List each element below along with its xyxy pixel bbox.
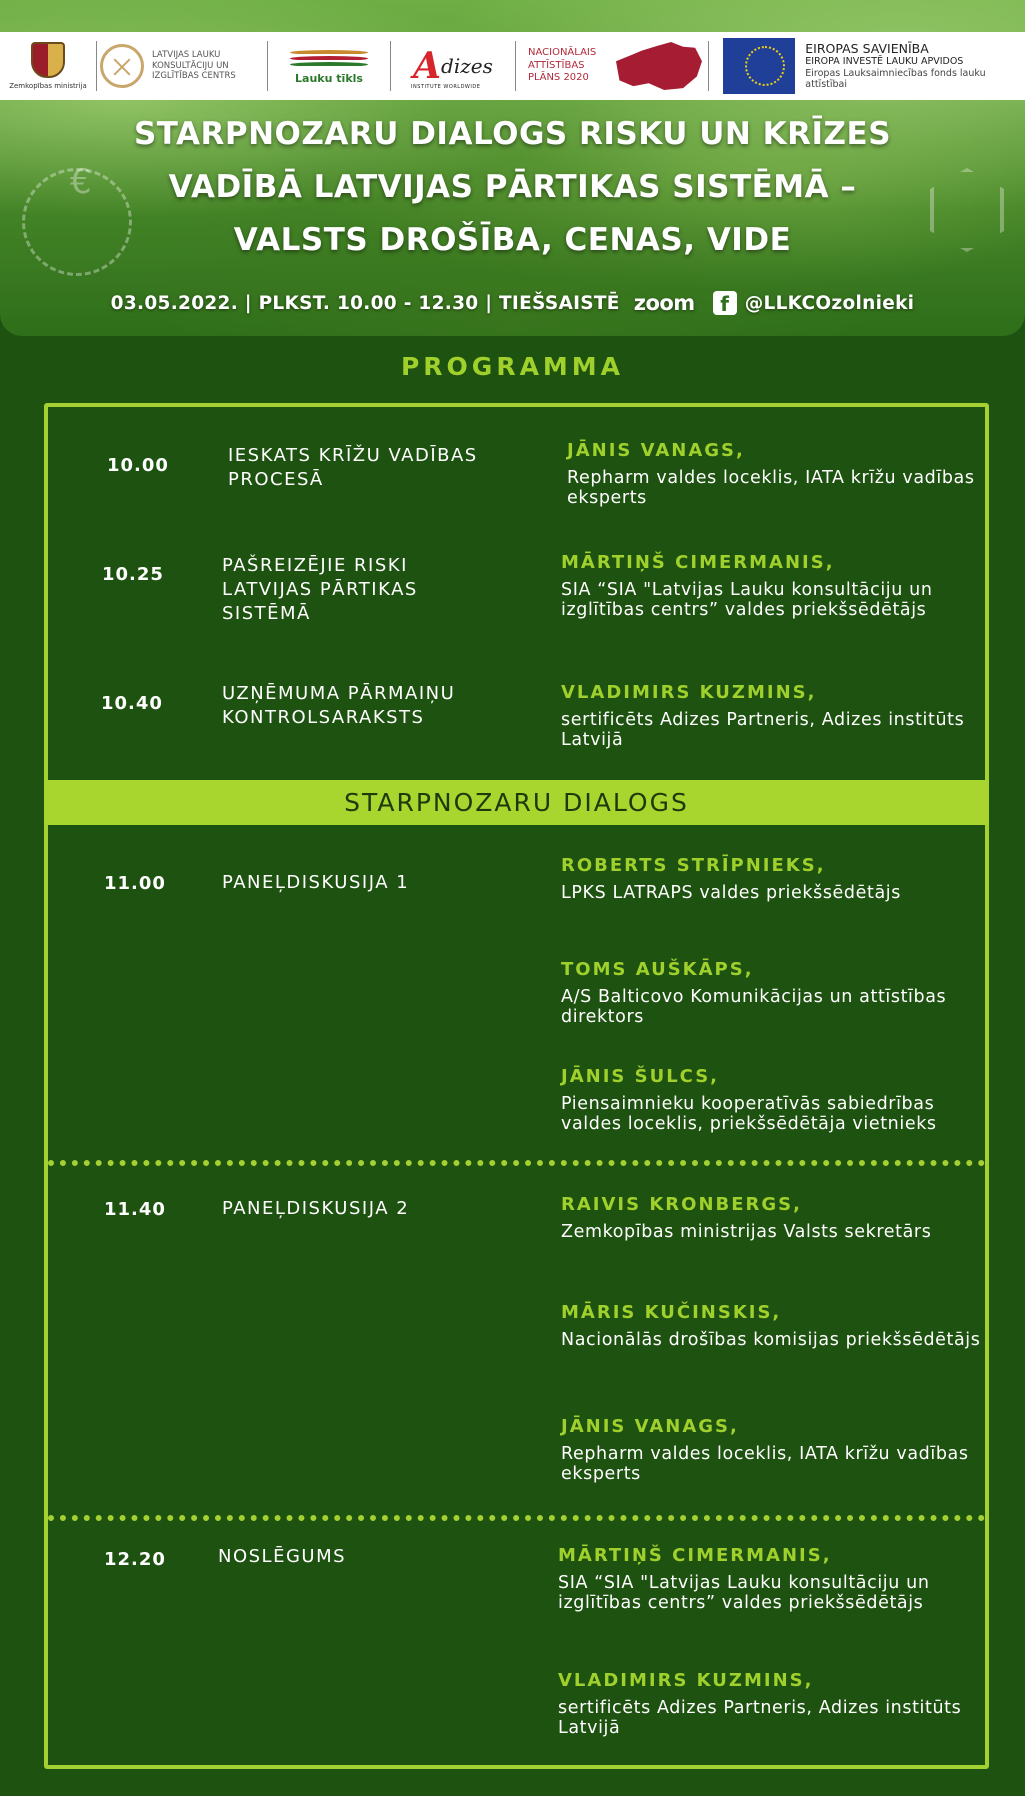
- eu-line-2: EIROPA INVESTĒ LAUKU APVIDOS: [805, 56, 964, 68]
- speaker-role: Nacionālās drošības komisijas priekšsēdētājs: [561, 1330, 981, 1350]
- session-time: 10.40: [101, 693, 163, 714]
- hero-banner: [0, 0, 1025, 336]
- speaker: [561, 959, 981, 1027]
- eu-line-3: Eiropas Lauksaimniecības fonds lauku attīstībai: [805, 67, 986, 91]
- llkc-emblem-icon: [100, 44, 144, 88]
- section-divider: [48, 1515, 985, 1521]
- speaker: [561, 552, 971, 620]
- speaker: [561, 1302, 981, 1351]
- speaker-role: Repharm valdes loceklis, IATA krīžu vadības eksperts: [561, 1444, 969, 1484]
- coat-of-arms-icon: [31, 42, 65, 78]
- ministry-logo: [0, 32, 96, 100]
- session-time: 10.00: [107, 455, 169, 476]
- zoom-logo: zoom: [633, 291, 695, 315]
- programme-heading: PROGRAMMA: [400, 352, 625, 381]
- facebook-handle: @LLKCOzolnieki: [744, 292, 915, 314]
- speaker-role: A/S Balticovo Komunikācijas un attīstības direktors: [561, 987, 947, 1027]
- page-title: [0, 108, 1025, 267]
- euro-icon: €: [70, 162, 92, 202]
- session-time: 12.20: [104, 1549, 166, 1570]
- speaker: [561, 1066, 985, 1134]
- speaker-name: VLADIMIRS KUZMINS,: [558, 1670, 814, 1691]
- speaker-name: MĀRTIŅŠ CIMERMANIS,: [561, 552, 835, 573]
- adizes-logo: [391, 32, 515, 100]
- event-details: [0, 288, 1025, 318]
- facebook-icon: f: [713, 291, 737, 315]
- speaker: [558, 1670, 968, 1738]
- speaker-role: Piensaimnieku kooperatīvās sabiedrības valdes loceklis, priekšsēdētāja vietnieks: [561, 1094, 937, 1134]
- speaker-role: SIA “SIA "Latvijas Lauku konsultāciju un izglītības centrs” valdes priekšsēdētājs: [558, 1573, 930, 1613]
- speaker-name: JĀNIS VANAGS,: [567, 440, 745, 461]
- speaker: [558, 1545, 968, 1613]
- speaker-name: ROBERTS STRĪPNIEKS,: [561, 855, 826, 876]
- eu-flag-icon: [723, 38, 795, 94]
- eu-logo: [709, 32, 999, 100]
- llkc-logo: [97, 32, 267, 100]
- speaker-name: MĀRTIŅŠ CIMERMANIS,: [558, 1545, 832, 1566]
- speaker-name: JĀNIS ŠULCS,: [561, 1066, 720, 1087]
- llkc-logo-text: LATVIJAS LAUKU KONSULTĀCIJU UN IZGLĪTĪBAS CENTRS: [152, 50, 236, 82]
- adizes-wordmark: dizes: [441, 54, 493, 78]
- lauku-waves-icon: [290, 48, 368, 70]
- session-topic: PANEĻDISKUSIJA 1: [222, 872, 410, 893]
- speaker: [561, 682, 971, 750]
- nap-logo-text: NACIONĀLAIS ATTĪSTĪBAS PLĀNS 2020: [528, 47, 597, 84]
- speaker-role: LPKS LATRAPS valdes priekšsēdētājs: [561, 883, 901, 903]
- speaker-role: SIA “SIA "Latvijas Lauku konsultāciju un izglītības centrs” valdes priekšsēdētājs: [561, 580, 933, 620]
- lauku-tikls-logo: [268, 32, 390, 100]
- speaker: [561, 855, 981, 904]
- lauku-tikls-text: Lauku tīkls: [295, 71, 363, 85]
- eu-line-1: EIROPAS SAVIENĪBA: [805, 41, 929, 57]
- section-divider: [48, 1160, 985, 1166]
- session-topic: PANEĻDISKUSIJA 2: [222, 1198, 410, 1219]
- speaker: [561, 1194, 981, 1243]
- speaker-role: sertificēts Adizes Partneris, Adizes institūts Latvijā: [558, 1698, 962, 1738]
- session-topic: IESKATS KRĪŽU VADĪBAS PROCESĀ: [228, 445, 478, 490]
- speaker-role: Repharm valdes loceklis, IATA krīžu vadības eksperts: [567, 468, 975, 508]
- speaker: [561, 1416, 981, 1484]
- title-line-1: STARPNOZARU DIALOGS RISKU UN KRĪZES: [133, 116, 892, 152]
- logo-bar: [0, 32, 1025, 100]
- event-date-time: 03.05.2022. | PLKST. 10.00 - 12.30 | TIEŠSAISTĒ: [110, 292, 620, 314]
- speaker-role: Zemkopības ministrijas Valsts sekretārs: [561, 1222, 932, 1242]
- nap-2020-logo: [516, 32, 708, 100]
- title-line-2: VADĪBĀ LATVIJAS PĀRTIKAS SISTĒMĀ –: [168, 169, 857, 205]
- speaker-name: RAIVIS KRONBERGS,: [561, 1194, 802, 1215]
- speaker-role: sertificēts Adizes Partneris, Adizes institūts Latvijā: [561, 710, 965, 750]
- speaker-name: TOMS AUŠKĀPS,: [561, 959, 754, 980]
- adizes-mark: A: [413, 45, 442, 87]
- session-topic: NOSLĒGUMS: [218, 1546, 347, 1567]
- session-time: 11.00: [104, 873, 166, 894]
- section-band: STARPNOZARU DIALOGS: [44, 780, 989, 825]
- title-line-3: VALSTS DROŠĪBA, CENAS, VIDE: [233, 222, 792, 258]
- speaker-name: VLADIMIRS KUZMINS,: [561, 682, 817, 703]
- speaker-name: JĀNIS VANAGS,: [561, 1416, 739, 1437]
- eu-logo-text: [805, 41, 999, 90]
- session-topic: UZŅĒMUMA PĀRMAIŅU KONTROLSARAKSTS: [222, 683, 456, 728]
- session-topic: PAŠREIZĒJIE RISKI LATVIJAS PĀRTIKAS SISTĒMĀ: [222, 555, 418, 624]
- speaker: [567, 440, 977, 508]
- ministry-logo-text: Zemkopības ministrija: [9, 82, 87, 90]
- session-time: 11.40: [104, 1199, 166, 1220]
- speaker-name: MĀRIS KUČINSKIS,: [561, 1302, 782, 1323]
- session-time: 10.25: [102, 564, 164, 585]
- latvia-map-icon: [616, 42, 702, 90]
- adizes-subtitle: INSTITUTE WORLDWIDE: [411, 84, 481, 90]
